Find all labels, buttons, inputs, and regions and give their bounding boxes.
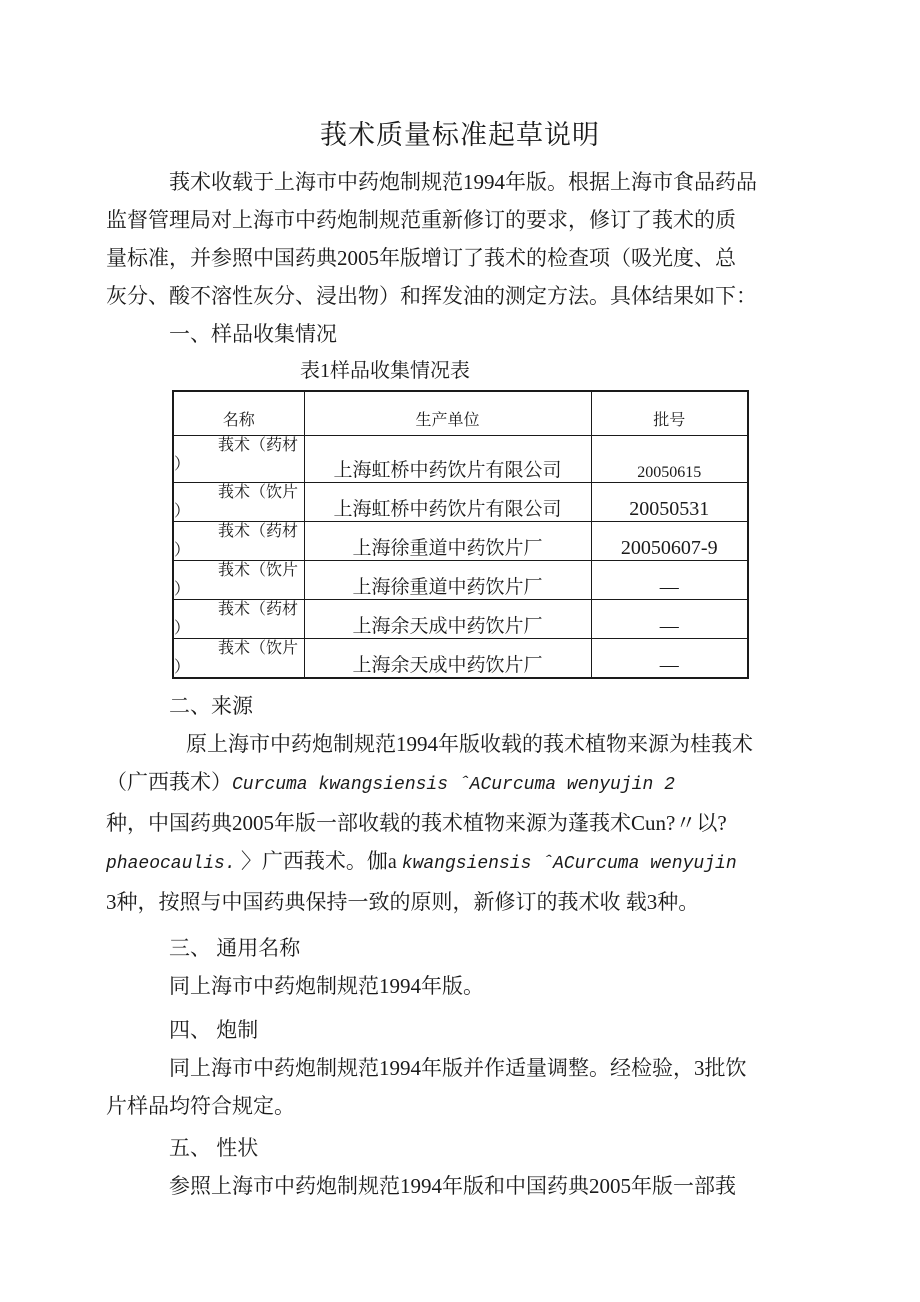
intro-line: 莪术收载于上海市中药炮制规范1994年版。根据上海市食品药品 — [169, 170, 757, 194]
sample-name: 莪术（药材 — [218, 437, 299, 454]
processing-paragraph — [106, 1049, 786, 1125]
column-header-batch: 批号 — [591, 391, 748, 436]
sample-name-cell: 莪术（饮片 ） — [173, 483, 304, 522]
intro-line: 灰分、酸不溶性灰分、浸出物）和挥发油的测定方法。具体结果如下： — [106, 284, 757, 308]
page-title: 莪术质量标准起草说明 — [320, 120, 600, 150]
producer-cell: 上海余天成中药饮片厂 — [304, 600, 591, 639]
generic-name-paragraph: 同上海市中药炮制规范1994年版。 — [169, 974, 484, 998]
source-text-cn: （广西莪术） — [106, 770, 232, 794]
sample-name-cell: 莪术（饮片 ） — [173, 561, 304, 600]
source-text-cn: 〉广西莪术。伽 — [235, 849, 388, 873]
section-heading-1: 一、样品收集情况 — [169, 322, 337, 346]
producer-cell: 上海徐重道中药饮片厂 — [304, 561, 591, 600]
table-row — [173, 436, 748, 483]
batch-cell: — — [591, 639, 748, 679]
sample-name: 莪术（饮片 — [218, 484, 299, 501]
sample-name: 莪术（饮片 — [218, 562, 299, 579]
column-header-producer: 生产单位 — [304, 391, 591, 436]
table-row — [173, 561, 748, 600]
sample-collection-table — [172, 390, 749, 679]
sample-name: 莪术（药材 — [218, 601, 299, 618]
source-text-latin: a — [387, 851, 402, 873]
batch-cell: — — [591, 600, 748, 639]
batch-cell: 20050615 — [591, 436, 748, 483]
sample-name: 莪术（饮片 — [218, 640, 299, 657]
table-row — [173, 639, 748, 679]
producer-cell: 上海徐重道中药饮片厂 — [304, 522, 591, 561]
sample-name-cell: 莪术（药材 ） — [173, 600, 304, 639]
table-row — [173, 600, 748, 639]
section-heading-4: 四、 炮制 — [169, 1018, 259, 1042]
botanical-name-italic: Curcuma kwangsiensis ˆACurcuma wenyujin 2 — [232, 775, 675, 795]
producer-cell: 上海余天成中药饮片厂 — [304, 639, 591, 679]
character-paragraph: 参照上海市中药炮制规范1994年版和中国药典2005年版一部莪 — [169, 1174, 736, 1198]
botanical-name-italic: kwangsiensis ˆACurcuma wenyujin — [401, 854, 737, 874]
source-line — [106, 842, 786, 883]
batch-cell: 20050531 — [591, 483, 748, 522]
source-line: 3种，按照与中国药典保持一致的原则，新修订的莪术收 载3种。 — [106, 890, 700, 914]
botanical-name-italic: phaeocaulis. — [106, 854, 236, 874]
table-row — [173, 522, 748, 561]
batch-cell: — — [591, 561, 748, 600]
section-heading-2: 二、来源 — [169, 694, 253, 718]
batch-cell: 20050607-9 — [591, 522, 748, 561]
intro-paragraph — [106, 163, 786, 315]
processing-line: 同上海市中药炮制规范1994年版并作适量调整。经检验，3批饮 — [169, 1056, 747, 1080]
sample-name-cell: 莪术（药材 ） — [173, 436, 304, 483]
source-line: 原上海市中药炮制规范1994年版收载的莪术植物来源为桂莪术 — [186, 732, 753, 756]
processing-line: 片样品均符合规定。 — [106, 1094, 295, 1118]
source-paragraph — [106, 725, 786, 921]
column-header-name: 名称 — [173, 391, 304, 436]
source-line — [106, 763, 786, 804]
producer-cell: 上海虹桥中药饮片有限公司 — [304, 436, 591, 483]
table-row — [173, 483, 748, 522]
intro-line: 量标准，并参照中国药典2005年版增订了莪术的检查项（吸光度、总 — [106, 246, 736, 270]
section-heading-3: 三、 通用名称 — [169, 936, 301, 960]
intro-line: 监督管理局对上海市中药炮制规范重新修订的要求，修订了莪术的质 — [106, 208, 736, 232]
source-line: 种，中国药典2005年版一部收载的莪术植物来源为蓬莪术Cun?〃以? — [106, 811, 727, 835]
table-caption: 表1样品收集情况表 — [300, 360, 470, 382]
section-heading-5: 五、 性状 — [169, 1136, 259, 1160]
table-header-row — [173, 391, 748, 436]
sample-name: 莪术（药材 — [218, 523, 299, 540]
sample-name-cell: 莪术（饮片 ） — [173, 639, 304, 679]
sample-name-cell: 莪术（药材 ） — [173, 522, 304, 561]
producer-cell: 上海虹桥中药饮片有限公司 — [304, 483, 591, 522]
